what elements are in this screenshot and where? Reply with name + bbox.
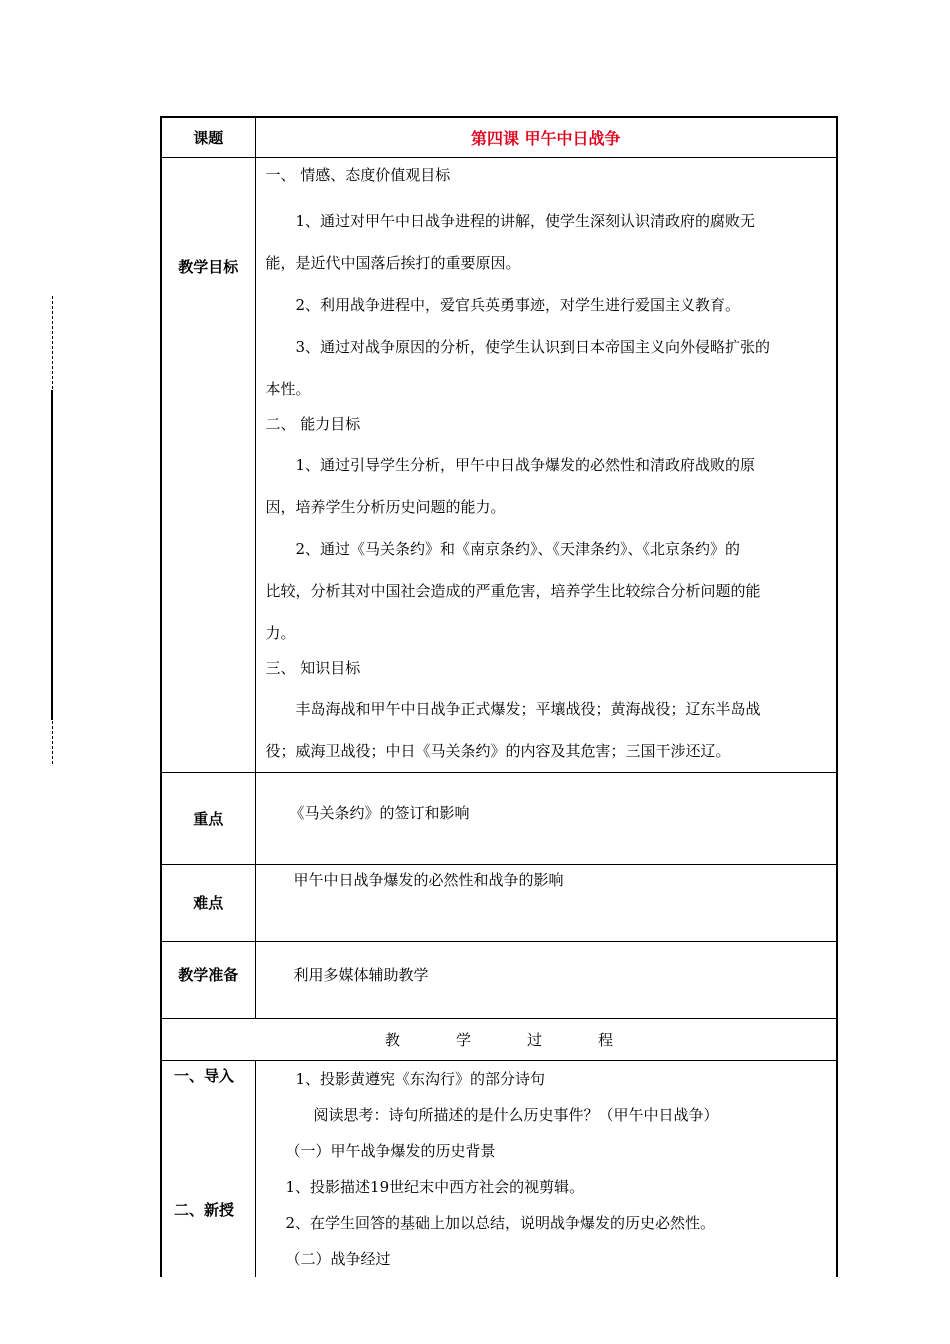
objective-text: 3、通过对战争原因的分析，使学生认识到日本帝国主义向外侵略扩张的 (295, 337, 771, 356)
process-line: （二）战争经过 (285, 1249, 391, 1268)
objectives-content (255, 157, 837, 772)
objective-text: 役；威海卫战役；中日《马关条约》的内容及其危害；三国干涉还辽。 (265, 741, 731, 760)
preparation-label: 教学准备 (161, 941, 255, 1018)
lesson-plan-table (160, 116, 838, 1277)
key-point-text: 《马关条约》的签订和影响 (255, 772, 837, 864)
objectives-section3-heading: 三、 知识目标 (265, 658, 361, 677)
key-point-row (161, 772, 837, 864)
new-lesson-label: 二、新授 (174, 1200, 235, 1219)
objective-text: 比较，分析其对中国社会造成的严重危害，培养学生比较综合分析问题的能 (265, 581, 761, 600)
objectives-section2-heading: 二、 能力目标 (265, 414, 361, 433)
process-labels (161, 1060, 255, 1277)
topic-label: 课题 (161, 117, 255, 157)
objective-text: 1、通过对甲午中日战争进程的讲解，使学生深刻认识清政府的腐败无 (295, 211, 756, 230)
process-line: 1、投影黄遵宪《东沟行》的部分诗句 (295, 1069, 546, 1088)
objective-text: 丰岛海战和甲午中日战争正式爆发；平壤战役；黄海战役；辽东半岛战 (295, 699, 761, 718)
difficulty-text: 甲午中日战争爆发的必然性和战争的影响 (255, 864, 837, 941)
objectives-row (161, 157, 837, 772)
objective-text: 1、通过引导学生分析，甲午中日战争爆发的必然性和清政府战败的原 (295, 455, 756, 474)
objective-text: 能，是近代中国落后挨打的重要原因。 (265, 253, 521, 272)
objective-text: 2、通过《马关条约》和《南京条约》、《天津条约》、《北京条约》的 (295, 539, 741, 558)
objective-text: 2、利用战争进程中，爱官兵英勇事迹，对学生进行爱国主义教育。 (295, 295, 741, 314)
process-content (255, 1060, 837, 1277)
objective-text: 本性。 (265, 379, 311, 398)
binding-margin-solid-line (51, 390, 53, 720)
process-line: 2、在学生回答的基础上加以总结，说明战争爆发的历史必然性。 (285, 1213, 716, 1232)
preparation-text: 利用多媒体辅助教学 (255, 941, 837, 1018)
objectives-section1-heading: 一、 情感、态度价值观目标 (265, 165, 451, 184)
process-heading: 教学过程 (161, 1018, 837, 1060)
objectives-label: 教学目标 (161, 157, 255, 772)
intro-label: 一、导入 (174, 1066, 235, 1085)
process-row (161, 1060, 837, 1277)
key-point-label: 重点 (161, 772, 255, 864)
difficulty-row (161, 864, 837, 941)
topic-row (161, 117, 837, 157)
difficulty-label: 难点 (161, 864, 255, 941)
process-line: 阅读思考：诗句所描述的是什么历史事件？（甲午中日战争） (313, 1105, 719, 1124)
process-heading-row (161, 1018, 837, 1060)
process-line: （一）甲午战争爆发的历史背景 (285, 1141, 496, 1160)
objective-text: 因，培养学生分析历史问题的能力。 (265, 497, 506, 516)
process-line: 1、投影描述19世纪末中西方社会的视剪辑。 (285, 1177, 585, 1196)
lesson-title: 第四课 甲午中日战争 (255, 117, 837, 157)
preparation-row (161, 941, 837, 1018)
objective-text: 力。 (265, 623, 296, 642)
